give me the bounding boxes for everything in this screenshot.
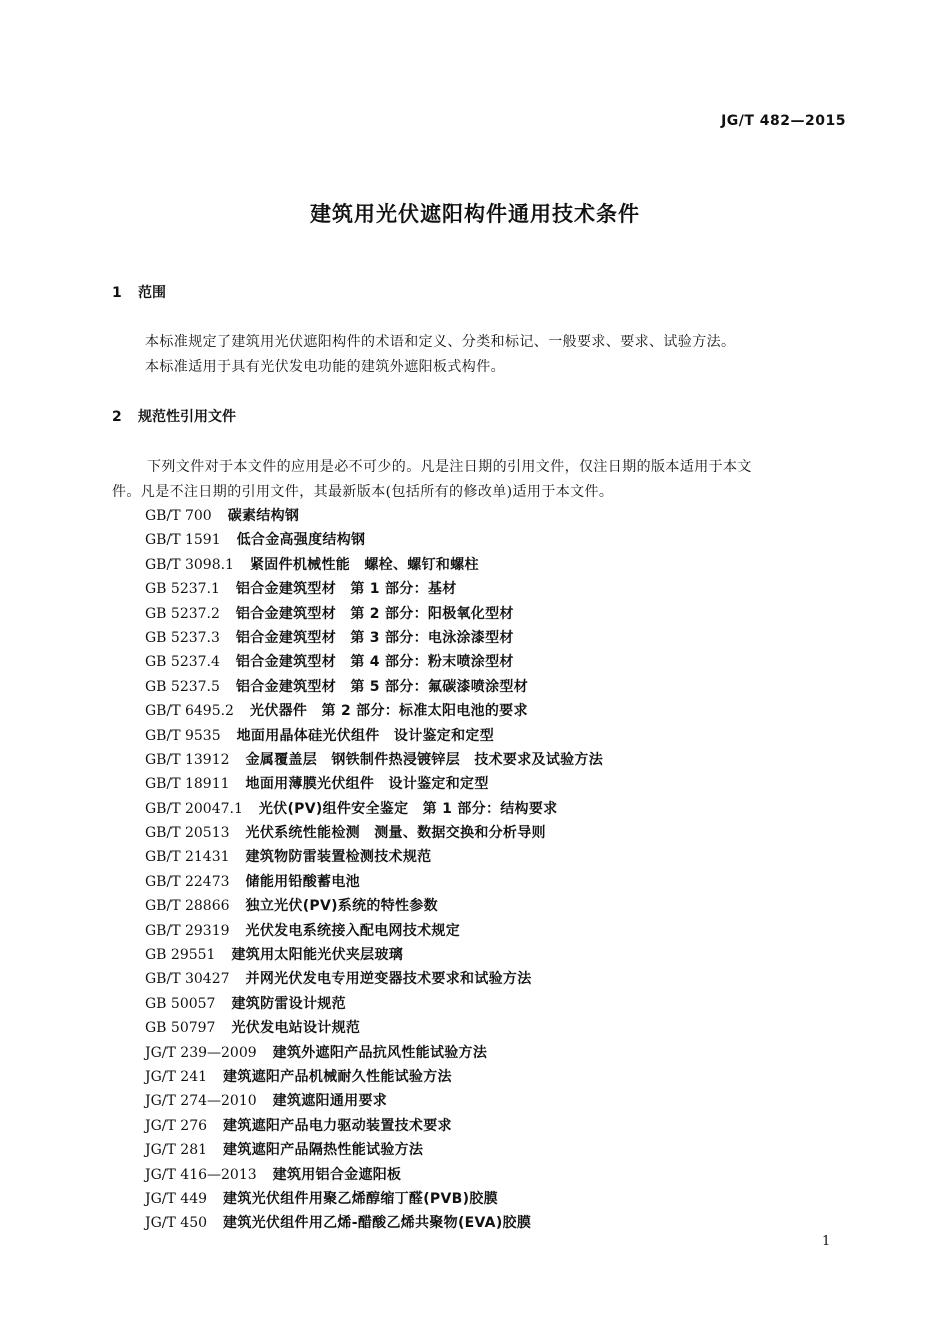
reference-code: GB/T 1591 xyxy=(145,532,221,549)
reference-code: GB/T 13912 xyxy=(145,751,230,768)
reference-title: 建筑光伏组件用乙烯-醋酸乙烯共聚物(EVA)胶膜 xyxy=(223,1215,532,1232)
reference-code: JG/T 241 xyxy=(145,1068,208,1085)
reference-title: 光伏发电站设计规范 xyxy=(231,1020,361,1037)
reference-title: 并网光伏发电专用逆变器技术要求和试验方法 xyxy=(245,971,532,988)
reference-title: 光伏发电系统接入配电网技术规定 xyxy=(245,922,461,939)
reference-title: 建筑遮阳通用要求 xyxy=(272,1093,388,1110)
reference-item xyxy=(145,821,603,845)
reference-code: GB 29551 xyxy=(145,947,216,964)
reference-code: JG/T 449 xyxy=(145,1190,208,1207)
reference-title: 碳素结构钢 xyxy=(227,508,300,524)
reference-title: 建筑外遮阳产品抗风性能试验方法 xyxy=(272,1044,488,1061)
reference-code: JG/T 239—2009 xyxy=(145,1044,257,1061)
reference-code: GB/T 20047.1 xyxy=(145,800,243,817)
reference-code: GB/T 28866 xyxy=(145,898,230,915)
reference-item xyxy=(145,1089,603,1113)
reference-item xyxy=(145,504,603,528)
reference-title: 铝合金建筑型材 第 3 部分：电泳涂漆型材 xyxy=(235,629,514,646)
reference-title: 地面用薄膜光伏组件 设计鉴定和定型 xyxy=(245,776,489,793)
reference-code: GB/T 21431 xyxy=(145,849,230,866)
reference-code: GB 5237.4 xyxy=(145,654,220,671)
reference-code: JG/T 276 xyxy=(145,1117,208,1134)
reference-code: GB 50797 xyxy=(145,1020,216,1037)
reference-item xyxy=(145,553,603,577)
reference-code: GB/T 3098.1 xyxy=(145,556,234,573)
reference-code: GB 5237.5 xyxy=(145,678,220,695)
reference-item xyxy=(145,675,603,699)
reference-item xyxy=(145,1016,603,1040)
reference-code: GB/T 700 xyxy=(145,508,212,524)
reference-title: 金属覆盖层 钢铁制件热浸镀锌层 技术要求及试验方法 xyxy=(245,751,604,768)
reference-item xyxy=(145,1041,603,1065)
reference-item xyxy=(145,919,603,943)
reference-code: JG/T 416—2013 xyxy=(145,1166,257,1183)
reference-title: 建筑遮阳产品机械耐久性能试验方法 xyxy=(223,1068,452,1085)
reference-code: GB/T 18911 xyxy=(145,776,230,793)
section-heading-scope xyxy=(112,282,166,302)
reference-code: GB/T 6495.2 xyxy=(145,703,234,720)
reference-code: GB 5237.1 xyxy=(145,581,220,598)
reference-title: 独立光伏(PV)系统的特性参数 xyxy=(245,898,438,915)
references-intro-line-1: 下列文件对于本文件的应用是必不可少的。凡是注日期的引用文件，仅注日期的版本适用于本文 xyxy=(147,459,752,475)
reference-code: JG/T 274—2010 xyxy=(145,1093,257,1110)
standard-code: JG/T 482—2015 xyxy=(721,113,846,129)
reference-title: 建筑光伏组件用聚乙烯醇缩丁醛(PVB)胶膜 xyxy=(223,1190,498,1207)
reference-code: GB 5237.3 xyxy=(145,629,220,646)
reference-item xyxy=(145,772,603,796)
reference-item xyxy=(145,748,603,772)
scope-paragraph-2: 本标准适用于具有光伏发电功能的建筑外遮阳板式构件。 xyxy=(145,359,505,375)
reference-code: GB/T 29319 xyxy=(145,922,230,939)
reference-item xyxy=(145,1138,603,1162)
reference-item xyxy=(145,894,603,918)
reference-item xyxy=(145,724,603,748)
reference-code: GB/T 30427 xyxy=(145,971,230,988)
reference-title: 铝合金建筑型材 第 5 部分：氟碳漆喷涂型材 xyxy=(235,678,529,695)
reference-item xyxy=(145,577,603,601)
reference-title: 建筑遮阳产品隔热性能试验方法 xyxy=(223,1142,424,1159)
reference-title: 光伏(PV)组件安全鉴定 第 1 部分：结构要求 xyxy=(258,800,558,817)
section-title: 规范性引用文件 xyxy=(138,409,236,425)
reference-title: 铝合金建筑型材 第 2 部分：阳极氧化型材 xyxy=(235,605,514,622)
reference-title: 铝合金建筑型材 第 1 部分：基材 xyxy=(235,581,457,598)
reference-title: 低合金高强度结构钢 xyxy=(236,532,366,549)
reference-item xyxy=(145,797,603,821)
reference-title: 光伏器件 第 2 部分：标准太阳电池的要求 xyxy=(249,703,528,720)
reference-item xyxy=(145,943,603,967)
reference-item xyxy=(145,602,603,626)
reference-title: 地面用晶体硅光伏组件 设计鉴定和定型 xyxy=(236,727,495,744)
reference-title: 铝合金建筑型材 第 4 部分：粉末喷涂型材 xyxy=(235,654,514,671)
document-title: 建筑用光伏遮阳构件通用技术条件 xyxy=(310,202,640,226)
reference-item xyxy=(145,650,603,674)
reference-item xyxy=(145,626,603,650)
page-number: 1 xyxy=(822,1234,831,1249)
reference-item xyxy=(145,1163,603,1187)
reference-title: 光伏系统性能检测 测量、数据交换和分析导则 xyxy=(245,825,546,842)
reference-code: GB/T 9535 xyxy=(145,727,221,744)
reference-item xyxy=(145,1187,603,1211)
reference-item xyxy=(145,1114,603,1138)
reference-code: GB/T 20513 xyxy=(145,825,230,842)
reference-item xyxy=(145,870,603,894)
reference-title: 储能用铅酸蓄电池 xyxy=(245,873,360,890)
reference-title: 建筑防雷设计规范 xyxy=(231,995,346,1012)
reference-title: 紧固件机械性能 螺栓、螺钉和螺柱 xyxy=(249,556,479,573)
reference-item xyxy=(145,845,603,869)
reference-code: GB 50057 xyxy=(145,995,216,1012)
reference-item xyxy=(145,1065,603,1089)
reference-item xyxy=(145,1211,603,1235)
reference-item xyxy=(145,528,603,552)
reference-code: JG/T 450 xyxy=(145,1215,208,1232)
reference-list xyxy=(145,504,603,1236)
section-number: 1 xyxy=(112,285,122,301)
reference-title: 建筑用太阳能光伏夹层玻璃 xyxy=(231,947,404,964)
scope-paragraph-1: 本标准规定了建筑用光伏遮阳构件的术语和定义、分类和标记、一般要求、要求、试验方法。 xyxy=(145,334,736,350)
reference-title: 建筑物防雷装置检测技术规范 xyxy=(245,849,432,866)
reference-item xyxy=(145,967,603,991)
reference-code: GB 5237.2 xyxy=(145,605,220,622)
reference-code: GB/T 22473 xyxy=(145,873,230,890)
section-title: 范围 xyxy=(138,285,166,301)
section-number: 2 xyxy=(112,409,122,425)
reference-title: 建筑遮阳产品电力驱动装置技术要求 xyxy=(223,1117,452,1134)
reference-title: 建筑用铝合金遮阳板 xyxy=(272,1166,402,1183)
section-heading-normative-references xyxy=(112,406,236,426)
reference-code: JG/T 281 xyxy=(145,1142,208,1159)
reference-item xyxy=(145,992,603,1016)
reference-item xyxy=(145,699,603,723)
references-intro-line-2: 件。凡是不注日期的引用文件，其最新版本(包括所有的修改单)适用于本文件。 xyxy=(112,484,614,500)
